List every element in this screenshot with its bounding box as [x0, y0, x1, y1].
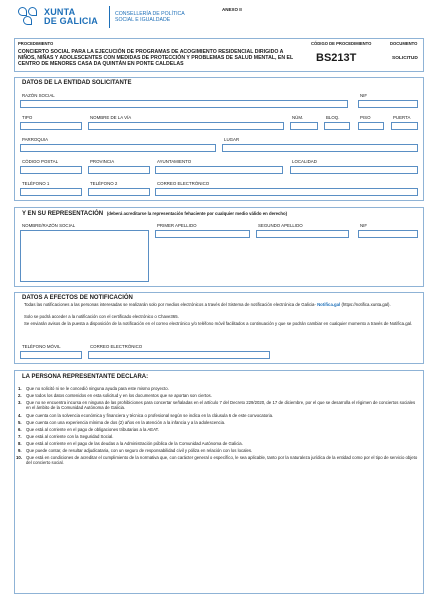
piso-field[interactable]: [358, 122, 384, 130]
provincia-field[interactable]: [88, 166, 150, 174]
decl-item-3: Que no se encuentra incursa en ninguna de las prohibiciones para concertar señaladas en el artículo 7 del Decreto 229/2020, de 17 de diciembre, por el que se desarrolla el régimen de conciertos sociales en el ámbito de la Comunidad Autónoma de Galicia.: [26, 400, 416, 411]
declaracion-title: LA PERSONA REPRESENTANTE DECLARA:: [22, 374, 149, 380]
rep-apellido1-label: PRIMER APELLIDO: [157, 223, 197, 228]
telefono1-label: TELÉFONO 1: [22, 181, 50, 186]
document-type: SOLICITUD: [392, 56, 418, 61]
nif-label: NIF: [360, 93, 368, 98]
num-label: NÚM.: [292, 115, 304, 120]
rep-apellido1-field[interactable]: [155, 230, 250, 238]
decl-item-4: Que cuenta con la solvencia económica y financiera y técnica o profesional según se indica en la cláusula 6 de este convocatoria.: [26, 413, 274, 418]
rep-nif-label: NIF: [360, 223, 368, 228]
notificacion-title: DATOS A EFECTOS DE NOTIFICACIÓN: [22, 295, 133, 301]
logo-divider: [109, 6, 110, 28]
provincia-label: PROVINCIA: [90, 159, 115, 164]
puerta-field[interactable]: [391, 122, 418, 130]
xunta-logo: [18, 6, 185, 28]
rep-nombre-label: NOMBRE/RAZÓN SOCIAL: [22, 223, 76, 228]
rep-nif-field[interactable]: [358, 230, 418, 238]
procedimiento-label: PROCEDIMIENTO: [18, 41, 54, 46]
razon-social-field[interactable]: [20, 100, 348, 108]
rep-apellido2-field[interactable]: [256, 230, 349, 238]
decl-num-1: 1.: [18, 386, 22, 391]
bloq-field[interactable]: [324, 122, 350, 130]
decl-num-7: 7.: [18, 434, 22, 439]
codigo-postal-field[interactable]: [20, 166, 82, 174]
representacion-note: (deberá acreditarse la representación fehaciente por cualquier medio válido en derecho): [106, 211, 288, 216]
documento-label: DOCUMENTO: [390, 41, 418, 46]
tipo-label: TIPO: [22, 115, 33, 120]
decl-num-3: 3.: [18, 400, 22, 405]
decl-num-10: 10.: [16, 455, 22, 460]
parroquia-field[interactable]: [20, 144, 216, 152]
nombre-via-label: NOMBRE DE LA VÍA: [90, 115, 132, 120]
decl-item-7: Que está al corriente con la Seguridad Social.: [26, 434, 114, 439]
telefono2-field[interactable]: [88, 188, 150, 196]
decl-item-10: Que está en condiciones de acreditar el cumplimiento de la normativa que, con carácter general o específico, le sea aplicable, tanto por la naturaleza jurídica de la entidad como por el tipo de servicio objeto del concierto social.: [26, 455, 418, 466]
decl-item-9: Que puede contar, de resultar adjudicataria, con un seguro de responsabilidad civil y póliza en relación con los locales.: [26, 448, 253, 453]
decl-num-6: 6.: [18, 427, 22, 432]
decl-num-4: 4.: [18, 413, 22, 418]
localidad-field[interactable]: [290, 166, 418, 174]
logo-wordmark: [44, 8, 104, 26]
decl-item-8: Que está al corriente en el pago de las deudas a la Administración pública de la Comunidad Autónoma de Galicia.: [26, 441, 243, 446]
procedure-title: CONCIERTO SOCIAL PARA LA EJECUCIÓN DE PROGRAMAS DE ACOGIMIENTO RESIDENCIAL DIRIGIDO A NIÑOS, NIÑAS Y ADOLESCENTES CON MEDIDAS DE PROTECCIÓN Y PROBLEMAS DE SALUD MENTAL, EN EL CENTRO DE MENORES CASA DA QUINTÁN EN PONTE CALDELAS: [18, 49, 294, 68]
notificacion-text-3: Se enviarán avisos de la puesta a disposición de la notificación en el correo electrónico y/o teléfono móvil facilitados a continuación y que se podrán cambiar en cualquier momento a través de Notifica.gal.: [24, 321, 413, 326]
entidad-title: DATOS DE LA ENTIDAD SOLICITANTE: [22, 80, 132, 86]
bloq-label: BLOQ.: [326, 115, 340, 120]
xunta-emblem-icon: [18, 7, 40, 27]
parroquia-label: PARROQUIA: [22, 137, 49, 142]
correo-label: CORREO ELECTRÓNICO: [157, 181, 210, 186]
nif-field[interactable]: [358, 100, 418, 108]
tipo-field[interactable]: [20, 122, 82, 130]
telefono2-label: TELÉFONO 2: [90, 181, 118, 186]
decl-num-8: 8.: [18, 441, 22, 446]
representacion-title-text: Y EN SU REPRESENTACIÓN: [22, 211, 104, 217]
telefono1-field[interactable]: [20, 188, 82, 196]
nombre-via-field[interactable]: [88, 122, 284, 130]
lugar-label: LUGAR: [224, 137, 240, 142]
lugar-field[interactable]: [222, 144, 418, 152]
razon-social-label: RAZÓN SOCIAL: [22, 93, 55, 98]
codigo-label: CÓDIGO DE PROCEDIMIENTO: [311, 41, 372, 46]
procedure-code: BS213T: [316, 52, 357, 64]
ayuntamiento-field[interactable]: [155, 166, 283, 174]
rep-nombre-field[interactable]: [20, 230, 149, 282]
rep-apellido2-label: SEGUNDO APELLIDO: [258, 223, 303, 228]
notif-correo-field[interactable]: [88, 351, 270, 359]
piso-label: PISO: [360, 115, 371, 120]
notificacion-text-1: [24, 302, 420, 308]
telefono-movil-label: TELÉFONO MÓVIL: [22, 344, 61, 349]
decl-item-1: Que no solicitó ni se le concedió ninguna ayuda para este mismo proyecto.: [26, 386, 169, 391]
consellaria-name: CONSELLERÍA DE POLÍTICA SOCIAL E IGUALDADE: [115, 11, 185, 23]
num-field[interactable]: [290, 122, 318, 130]
decl-num-5: 5.: [18, 420, 22, 425]
decl-item-2: Que todos los datos contenidos en esta solicitud y en los documentos que se aportan son ciertos.: [26, 393, 212, 398]
telefono-movil-field[interactable]: [20, 351, 82, 359]
decl-item-6: Que está al corriente en el pago de obligaciones tributarias a la AEAT.: [26, 427, 159, 432]
logo-line1: XUNTA: [44, 7, 76, 17]
notificacion-text-2: Solo se podrá acceder a la notificación con el certificado electrónico o Chave365.: [24, 314, 179, 319]
notificacion-line1: Todas las notificaciones a las personas interesadas se realizarán solo por medios electrónicos a través del Sistema de notificación electrónica de Galicia-: [24, 302, 316, 307]
anexo-label: ANEXO II: [222, 7, 242, 12]
notificacion-line1b: (https://notifica.xunta.gal).: [340, 302, 391, 307]
decl-num-9: 9.: [18, 448, 22, 453]
notifica-link[interactable]: Notifica.gal: [317, 302, 341, 307]
notif-correo-label: CORREO ELECTRÓNICO: [90, 344, 143, 349]
decl-num-2: 2.: [18, 393, 22, 398]
codigo-postal-label: CÓDIGO POSTAL: [22, 159, 59, 164]
puerta-label: PUERTA: [393, 115, 411, 120]
logo-line2: DE GALICIA: [44, 16, 99, 26]
correo-field[interactable]: [155, 188, 418, 196]
localidad-label: LOCALIDAD: [292, 159, 317, 164]
decl-item-5: Que cuenta con una experiencia mínima de dos (2) años en la atención a la infancia y a la adolescencia.: [26, 420, 226, 425]
ayuntamiento-label: AYUNTAMIENTO: [157, 159, 192, 164]
representacion-title: [22, 211, 287, 217]
